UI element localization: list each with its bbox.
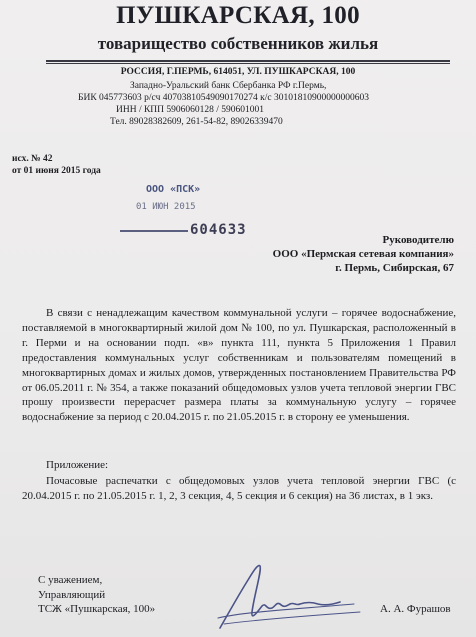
stamp-line xyxy=(120,230,188,232)
requisites-bank: Западно-Уральский банк Сбербанка РФ г.Пермь, xyxy=(130,81,327,91)
stamp-org: ООО «ПСК» xyxy=(146,184,201,195)
letterhead-subtitle: товарищество собственников жилья xyxy=(97,34,379,53)
outgoing-number: исх. № 42 xyxy=(12,154,53,164)
requisites-phones: Тел. 89028382609, 261-54-82, 89026339470 xyxy=(110,117,283,127)
requisites-inn: ИНН / КПП 5906060128 / 590601001 xyxy=(116,105,265,115)
requisites-accounts: БИК 045773603 р/сч 40703810549090170274 к/с 30101810900000000603 xyxy=(78,93,369,103)
signature-org: ТСЖ «Пушкарская, 100» xyxy=(38,603,156,615)
body-paragraph: В связи с ненадлежащим качеством коммунальной услуги – горячее водоснабжение, поставляемой в многоквартирный жилой дом № 100, по ул. Пушкарская, расположенный в г. Перми и на основании подп. «в» пункта 111, пункта 5 Приложения 1 Правил предоставления коммунальных услуг собственникам и пользователям помещений в многоквартирных домах и жилых домов, утвержденных постановлением Правительства РФ от 06.05.2011 г. № 354, а также показаний общедомовых узлов учета тепловой энергии ГВС прошу произвести перерасчет размера платы за коммунальную услугу – горячее водоснабжение за период с 20.04.2015 г. по 21.05.2015 г. в сторону ее уменьшения. xyxy=(22,307,456,424)
signature-position: Управляющий xyxy=(38,589,106,601)
outgoing-date: от 01 июня 2015 года xyxy=(12,166,101,176)
recipient-company: ООО «Пермская сетевая компания» xyxy=(272,248,454,260)
letterhead-divider-thin xyxy=(46,63,450,64)
signature-closing: С уважением, xyxy=(38,574,103,586)
letter-body xyxy=(22,306,456,425)
stamp-date: 01 ИЮН 2015 xyxy=(136,202,196,212)
annex-heading: Приложение: xyxy=(46,459,109,471)
handwritten-signature xyxy=(214,552,364,632)
letterhead-address: РОССИЯ, Г.ПЕРМЬ, 614051, УЛ. ПУШКАРСКАЯ, 100 xyxy=(120,67,356,77)
annex-text: Почасовые распечатки с общедомовых узлов учета тепловой энергии ГВС (с 20.04.2015 г. по 21.05.2015 г. 1, 2, 3 секция, 4, 5 секция и 6 секция) на 36 листах, в 1 экз. xyxy=(22,475,456,502)
recipient-position: Руководителю xyxy=(382,234,454,246)
incoming-stamp xyxy=(120,184,247,240)
stamp-number: 604633 xyxy=(190,222,247,238)
letterhead-divider xyxy=(46,60,450,62)
letterhead-title: ПУШКАРСКАЯ, 100 xyxy=(116,2,360,29)
recipient-address: г. Пермь, Сибирская, 67 xyxy=(335,262,454,274)
signature-name: А. А. Фурашов xyxy=(380,603,451,615)
